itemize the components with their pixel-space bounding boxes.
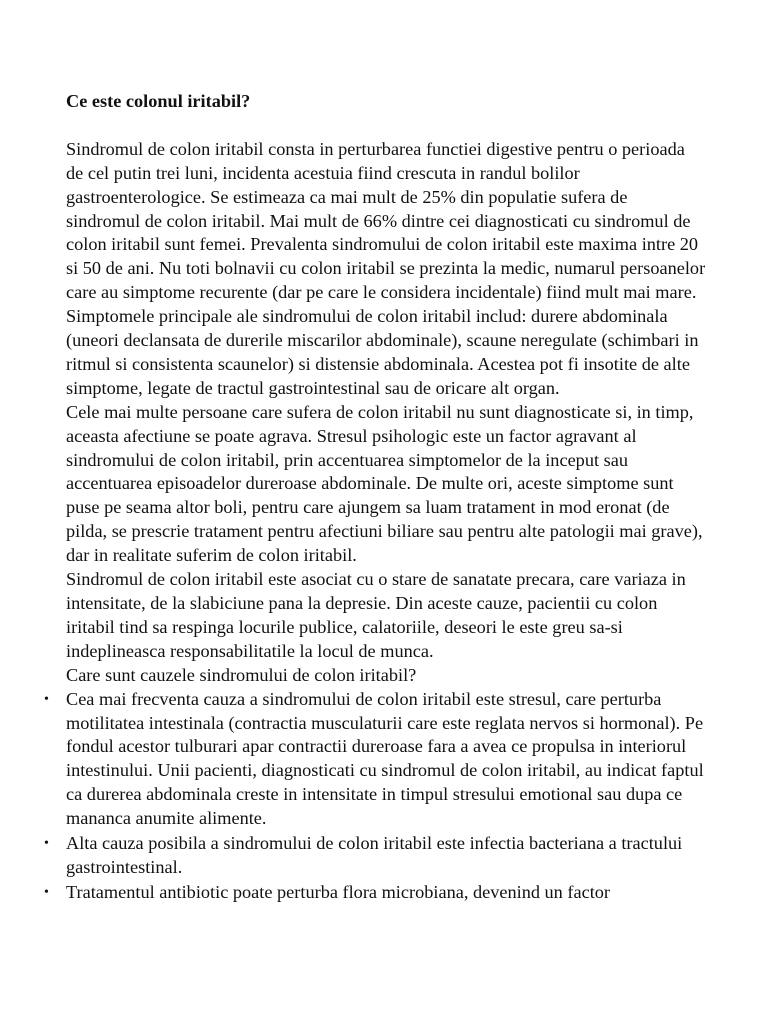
list-item: [44, 832, 706, 880]
list-item-text: Cea mai frecventa cauza a sindromului de colon iritabil este stresul, care perturba motilitatea intestinala (contractia musculaturii care este reglata nervos si hormonal). Pe fondul acestor tulburari apar contractii dureroase fara a avea ce propulsa in interiorul intestinului. Unii pacienti, diagnosticati cu sindromul de colon iritabil, au indicat faptul ca durerea abdominala creste in intensitate in timpul stresului emotional sau dupa ce mananca anumite alimente.: [66, 688, 704, 829]
bullet-icon: •: [44, 884, 49, 900]
paragraph-quality-of-life: Sindromul de colon iritabil este asociat cu o stare de sanatate precara, care variaza in intensitate, de la slabiciune pana la depresie. Din aceste cauze, pacientii cu colon iritabil tind sa respinga locurile publice, calatoriile, deseori le este greu sa-si indeplineasca responsabilitatile la locul de munca.: [66, 569, 686, 661]
paragraph-causes-question: Care sunt cauzele sindromului de colon iritabil?: [66, 664, 417, 685]
document-heading: Ce este colonul iritabil?: [66, 91, 251, 111]
bullet-icon: •: [44, 836, 49, 852]
list-item-text: Alta cauza posibila a sindromului de colon iritabil este infectia bacteriana a tractului gastrointestinal.: [66, 833, 683, 877]
list-item: [44, 881, 706, 905]
paragraph-diagnosis: Cele mai multe persoane care sufera de colon iritabil nu sunt diagnosticate si, in timp, aceasta afectiune se poate agrava. Stresul psihologic este un factor agravant al sindromului de colon iritabil, prin accentuarea simptomelor de la inceput sau accentuarea episoadelor dureroase abdominale. De multe ori, aceste simptome sunt puse pe seama altor boli, pentru care ajungem sa luam tratament in mod eronat (de pilda, se prescrie tratament pentru afectiuni biliare sau pentru alte patologii mai grave), dar in realitate suferim de colon iritabil.: [66, 401, 703, 566]
list-item: [44, 688, 706, 831]
causes-list: [44, 688, 706, 905]
paragraph-prevalence: Sindromul de colon iritabil consta in perturbarea functiei digestive pentru o perioada de cel putin trei luni, incidenta acestuia fiind crescuta in randul bolilor gastroenterologice. Se estimeaza ca mai mult de 25% din populatie sufera de sindromul de colon iritabil. Mai mult de 66% dintre cei diagnosticati cu sindromul de colon iritabil sunt femei. Prevalenta sindromului de colon iritabil este maxima intre 20 si 50 de ani. Nu toti bolnavii cu colon iritabil se prezinta la medic, numarul persoanelor care au simptome recurente (dar pe care le considera incidentale) fiind mult mai mare.: [66, 138, 706, 303]
list-item-text: Tratamentul antibiotic poate perturba flora microbiana, devenind un factor: [66, 881, 611, 902]
document-page: [44, 90, 706, 906]
bullet-icon: •: [44, 691, 49, 707]
paragraph-symptoms: Simptomele principale ale sindromului de colon iritabil includ: durere abdominala (uneori declansata de durerile miscarilor abdominale), scaune neregulate (schimbari in ritmul si consistenta scaunelor) si distensie abdominala. Acestea pot fi insotite de alte simptome, legate de tractul gastrointestinal sau de oricare alt organ.: [66, 306, 699, 398]
